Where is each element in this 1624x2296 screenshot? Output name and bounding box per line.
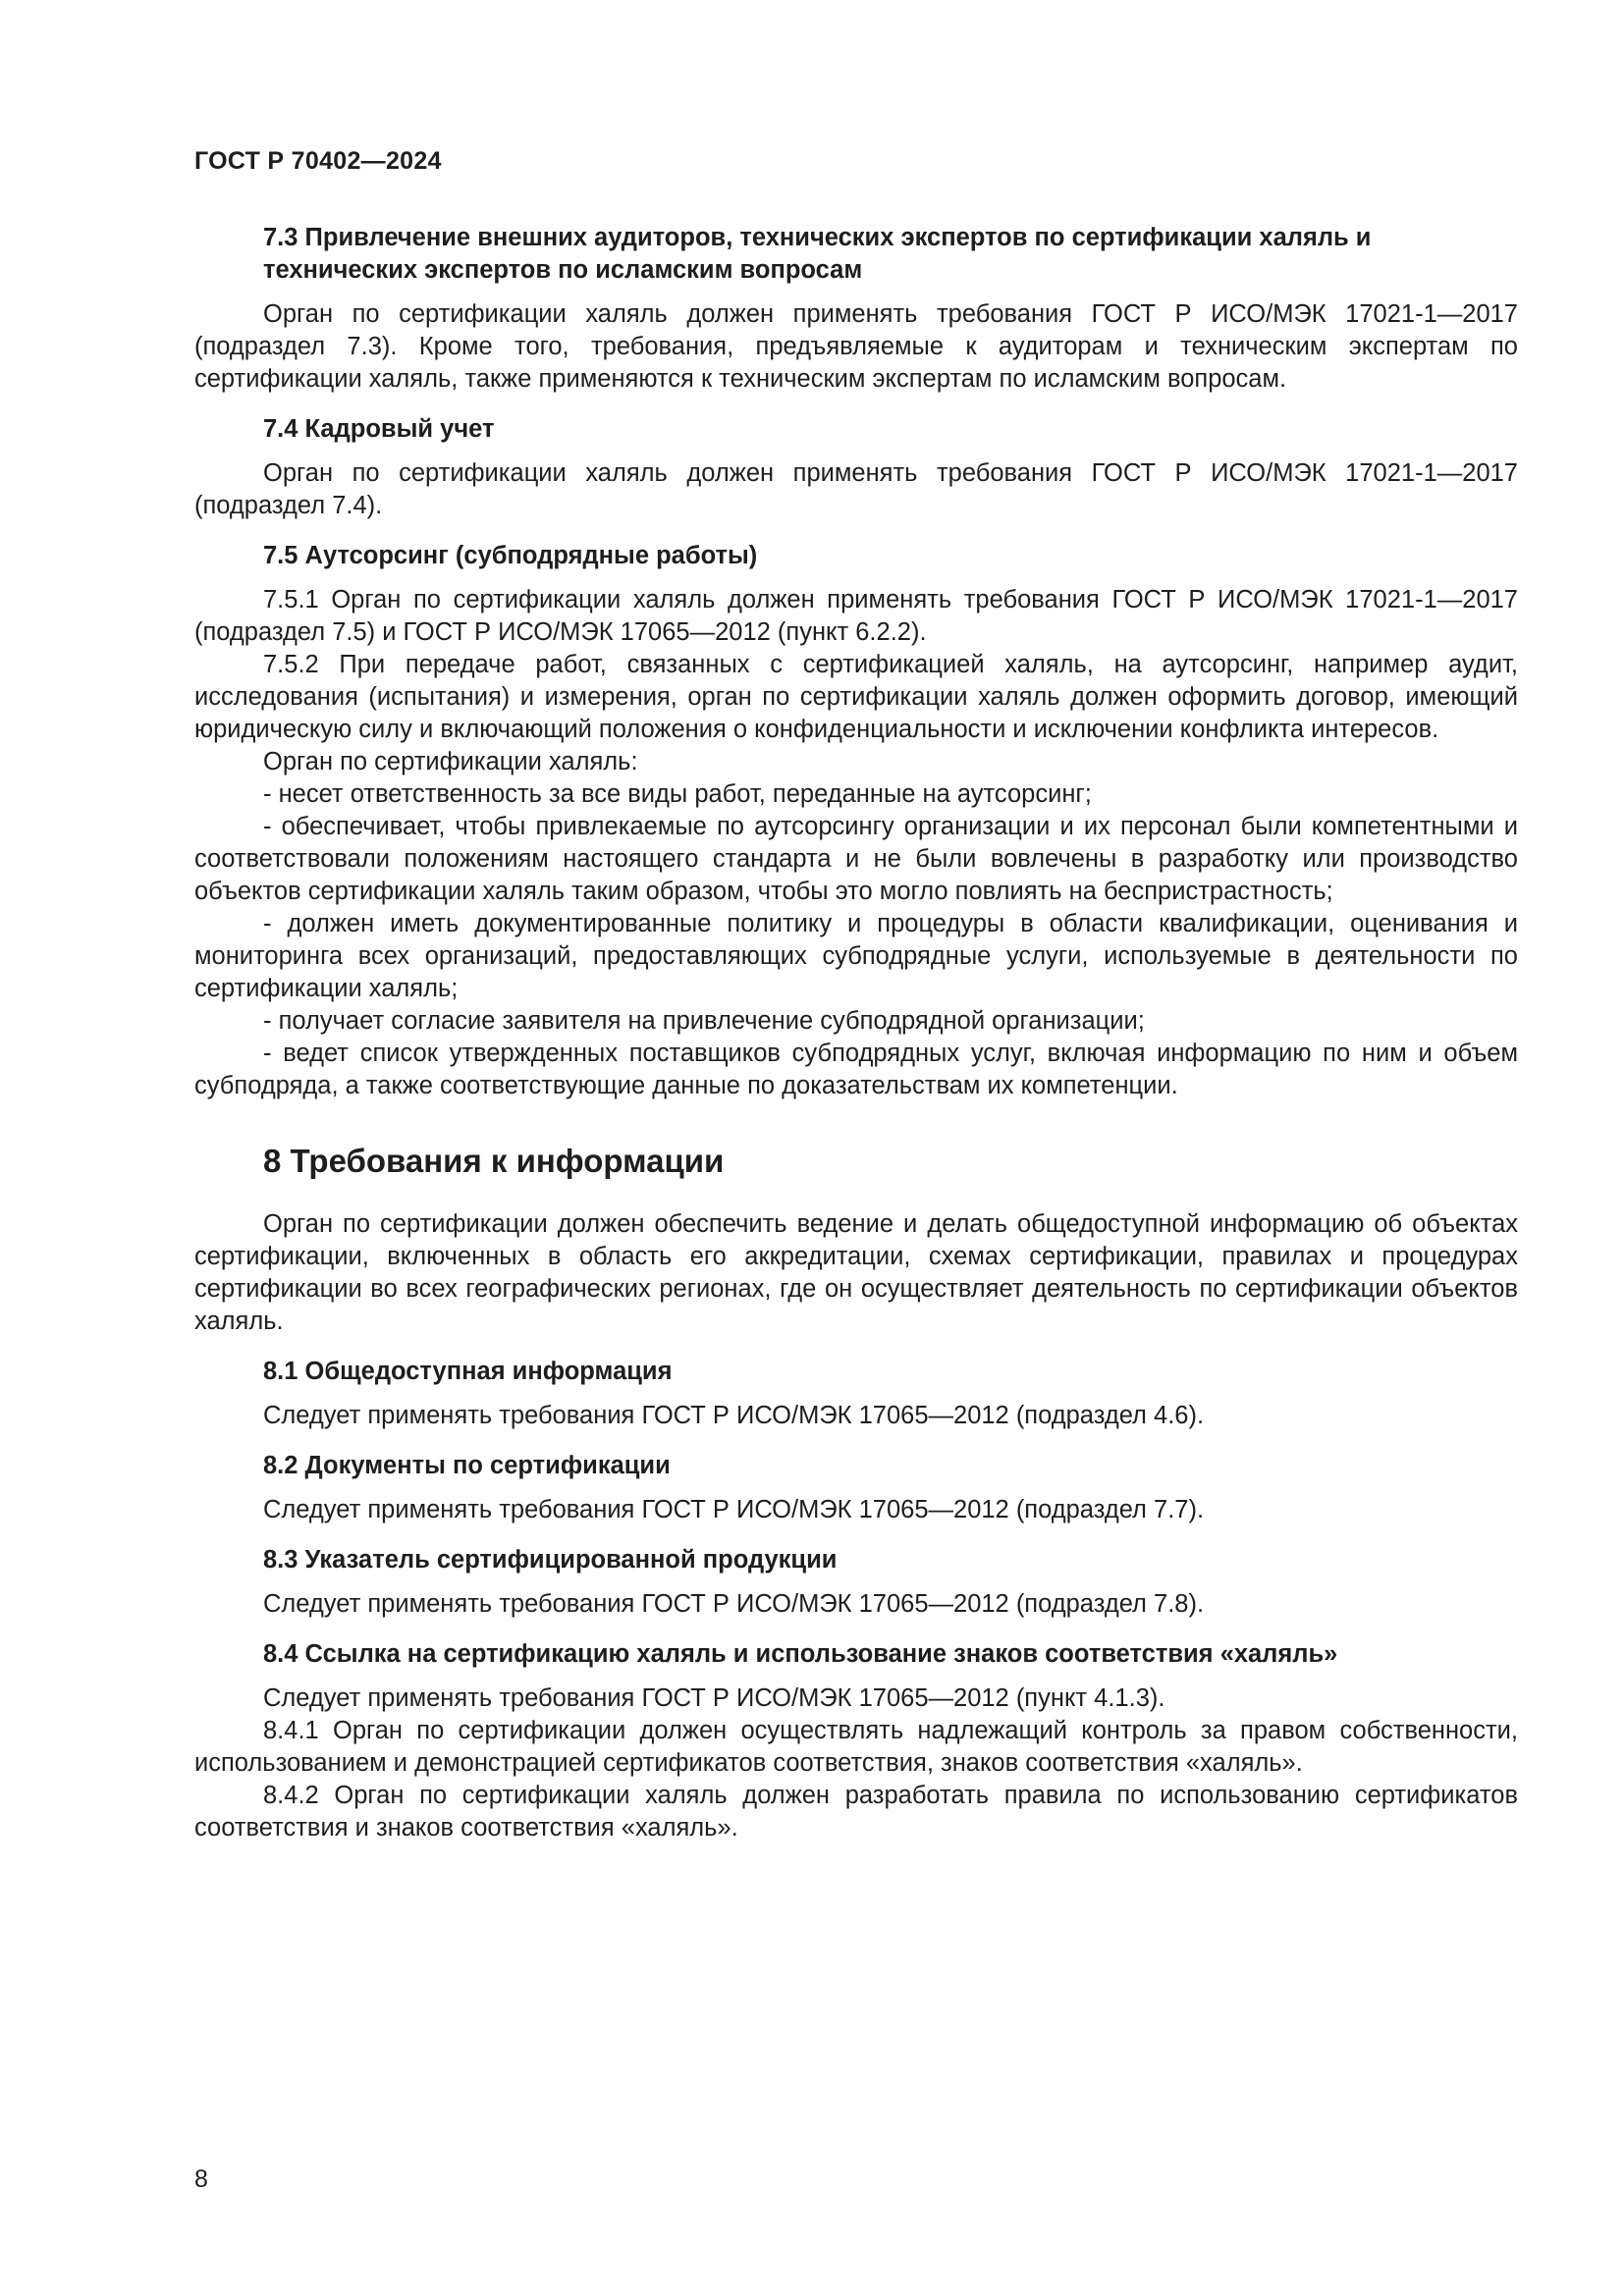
section-heading: 8.2 Документы по сертификации bbox=[263, 1452, 671, 1479]
list-item: - получает согласие заявителя на привлечение субподрядной организации; bbox=[263, 1007, 1145, 1035]
section-heading: 7.3 Привлечение внешних аудиторов, технических экспертов по сертификации халяль и технических экспертов по исламским вопросам bbox=[263, 224, 1372, 284]
list-item: - несет ответственность за все виды работ, переданные на аутсорсинг; bbox=[263, 780, 1092, 808]
paragraph: Орган по сертификации халяль: bbox=[263, 748, 638, 775]
list-item: - должен иметь документированные политику и процедуры в области квалификации, оценивания и мониторинга всех организаций, предоставляющих субподрядные услуги, используемые в деятельности по сертификации халяль; bbox=[194, 910, 1518, 1002]
paragraph: 8.4.2 Орган по сертификации халяль должен разработать правила по использованию сертификатов соответствия и знаков соответствия «халяль». bbox=[194, 1782, 1518, 1842]
paragraph: Следует применять требования ГОСТ Р ИСО/МЭК 17065—2012 (подраздел 7.8). bbox=[263, 1590, 1205, 1618]
paragraph: Орган по сертификации халяль должен применять требования ГОСТ Р ИСО/МЭК 17021-1—2017 (подраздел 7.3). Кроме того, требования, предъявляемые к аудиторам и техническим экспертам по сертификации халяль, также применяются к техническим экспертам по исламским вопросам. bbox=[194, 300, 1518, 393]
document-body bbox=[194, 222, 1518, 1844]
section-8 bbox=[194, 1142, 1518, 1338]
paragraph: Орган по сертификации халяль должен применять требования ГОСТ Р ИСО/МЭК 17021-1—2017 (подраздел 7.4). bbox=[194, 459, 1518, 519]
page-number: 8 bbox=[194, 2165, 208, 2193]
section-heading: 8.4 Ссылка на сертификацию халяль и использование знаков соответствия «халяль» bbox=[263, 1640, 1338, 1668]
paragraph: Орган по сертификации должен обеспечить ведение и делать общедоступной информацию об объектах сертификации, включенных в область его аккредитации, схемах сертификации, правилах и процедурах сертификации во всех географических регионах, где он осуществляет деятельность по сертификации объектов халяль. bbox=[194, 1210, 1518, 1335]
paragraph: 7.5.2 При передаче работ, связанных с сертификацией халяль, на аутсорсинг, например аудит, исследования (испытания) и измерения, орган по сертификации халяль должен оформить договор, имеющий юридическую силу и включающий положения о конфиденциальности и исключении конфликта интересов. bbox=[194, 651, 1518, 743]
section-8-3 bbox=[194, 1544, 1518, 1621]
section-heading: 8.3 Указатель сертифицированной продукции bbox=[263, 1546, 838, 1574]
section-heading: 7.5 Аутсорсинг (субподрядные работы) bbox=[263, 542, 758, 569]
section-7-4 bbox=[194, 413, 1518, 522]
section-8-1 bbox=[194, 1356, 1518, 1432]
paragraph: 7.5.1 Орган по сертификации халяль должен применять требования ГОСТ Р ИСО/МЭК 17021-1—2017 (подраздел 7.5) и ГОСТ Р ИСО/МЭК 17065—2012 (пункт 6.2.2). bbox=[194, 586, 1518, 646]
section-8-4 bbox=[194, 1638, 1518, 1844]
document-code-header: ГОСТ Р 70402—2024 bbox=[194, 147, 442, 175]
paragraph: Следует применять требования ГОСТ Р ИСО/МЭК 17065—2012 (пункт 4.1.3). bbox=[263, 1684, 1165, 1712]
paragraph: 8.4.1 Орган по сертификации должен осуществлять надлежащий контроль за правом собственности, использованием и демонстрацией сертификатов соответствия, знаков соответствия «халяль». bbox=[194, 1717, 1518, 1777]
section-8-2 bbox=[194, 1450, 1518, 1526]
section-heading: 8.1 Общедоступная информация bbox=[263, 1358, 673, 1385]
list-item: - ведет список утвержденных поставщиков субподрядных услуг, включая информацию по ним и объем субподряда, а также соответствующие данные по доказательствам их компетенции. bbox=[194, 1040, 1518, 1099]
section-7-5 bbox=[194, 540, 1518, 1102]
paragraph: Следует применять требования ГОСТ Р ИСО/МЭК 17065—2012 (подраздел 4.6). bbox=[263, 1402, 1205, 1429]
section-7-3 bbox=[194, 222, 1518, 396]
list-item: - обеспечивает, чтобы привлекаемые по аутсорсингу организации и их персонал были компетентными и соответствовали положениям настоящего стандарта и не были вовлечены в разработку или производство объектов сертификации халяль таким образом, чтобы это могло повлиять на беспристрастность; bbox=[194, 813, 1518, 905]
section-heading: 7.4 Кадровый учет bbox=[263, 415, 495, 443]
chapter-heading: 8 Требования к информации bbox=[263, 1143, 725, 1179]
paragraph: Следует применять требования ГОСТ Р ИСО/МЭК 17065—2012 (подраздел 7.7). bbox=[263, 1496, 1205, 1523]
